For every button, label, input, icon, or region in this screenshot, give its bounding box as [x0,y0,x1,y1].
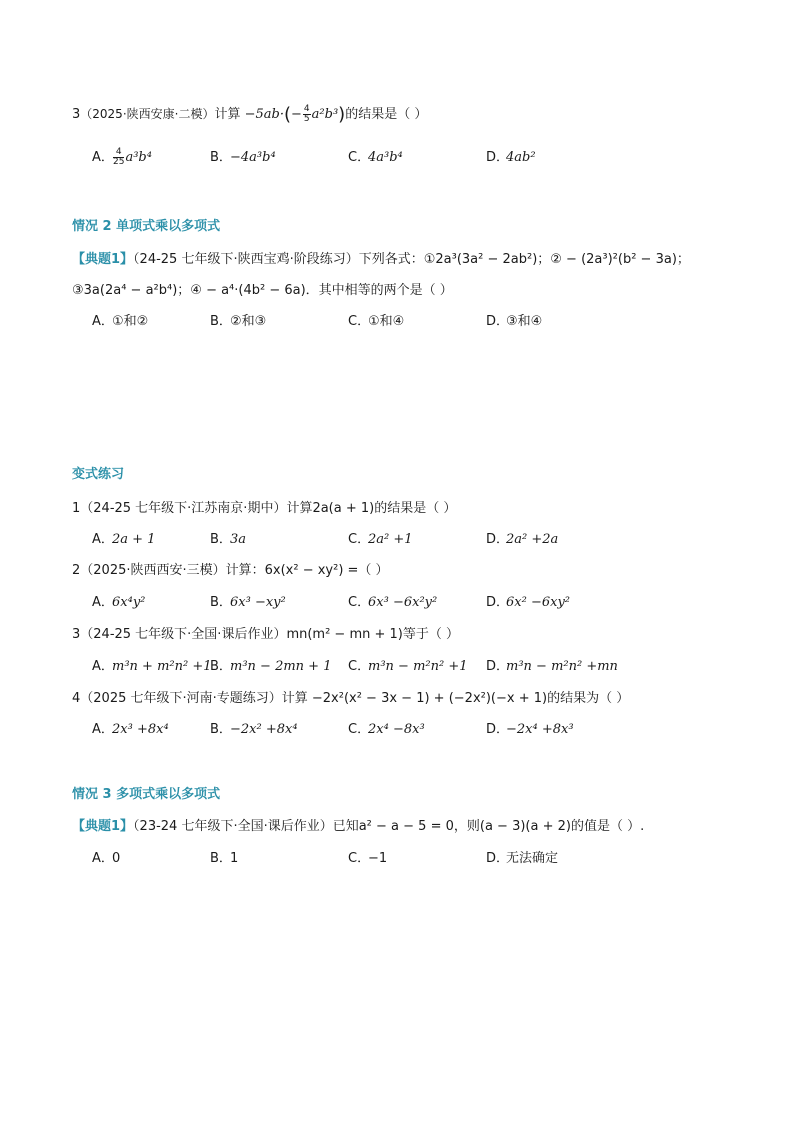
option-a[interactable]: A．0 [92,851,121,866]
option-a[interactable]: A．①和② [92,314,149,329]
expression-sign: − [291,107,302,122]
section-2-example-line-1 [72,250,690,270]
example-tag: 【典题1】 [72,252,134,267]
question-prefix: 计算 [214,107,241,122]
variant-question-4: 4（2025 七年级下·河南·专题练习）计算 −2x²(x² − 3x − 1) + (−2x²)(−x + 1)的结果为（ ） [72,691,630,706]
variant-practice-heading: 变式练习 [72,467,125,482]
option-d[interactable]: D．③和④ [486,314,543,329]
question-number: 3 [72,107,81,122]
variant-question-1: 1（24-25 七年级下·江苏南京·期中）计算2a(a + 1)的结果是（ ） [72,501,457,516]
option-c[interactable]: C．2x⁴ −8x³ [348,722,425,737]
fraction: $\frac{4}{5}$ [303,104,310,124]
section-2-heading: 情况 2 单项式乘以多项式 [72,219,221,234]
option-b[interactable]: B．−4a³b⁴ [210,150,276,165]
paren-close: ) [338,104,346,125]
section-2-example-line-2: ③3a(2a⁴ − a²b⁴)；④ − a⁴·(4b² − 6a)．其中相等的两个是（ ） [72,283,453,298]
option-c[interactable]: C．6x³ −6x²y² [348,595,438,610]
section-3-example-line-1 [72,817,644,837]
option-b[interactable]: B．1 [210,851,239,866]
example-text: （23-24 七年级下·全国·课后作业）已知a² − a − 5 = 0，则(a − 3)(a + 2)的值是（ ）. [133,819,645,834]
option-c[interactable]: C．①和④ [348,314,405,329]
option-a[interactable]: A．2a + 1 [92,532,156,547]
example-tag: 【典题1】 [72,819,134,834]
option-d[interactable]: D．无法确定 [486,851,559,866]
fraction: $\frac{4}{25}$ [113,147,125,167]
option-c[interactable]: C．−1 [348,851,388,866]
option-d[interactable]: D．2a² +2a [486,532,559,547]
option-c[interactable]: C．m³n − m²n² +1 [348,659,468,674]
example-text: （24-25 七年级下·陕西宝鸡·阶段练习）下列各式：①2a³(3a² − 2ab²)；② − (2a³)²(b² − 3a)； [133,252,690,267]
option-d[interactable]: D．m³n − m²n² +mn [486,659,618,674]
variant-question-3: 3（24-25 七年级下·全国·课后作业）mn(m² − mn + 1)等于（ ） [72,627,459,642]
option-a[interactable]: A． $\frac{4}{25}$ a³b⁴ [92,147,152,167]
option-b[interactable]: B．6x³ −xy² [210,595,286,610]
option-c[interactable]: C．2a² +1 [348,532,413,547]
option-b[interactable]: B．m³n − 2mn + 1 [210,659,332,674]
option-d[interactable]: D．6x² −6xy² [486,595,570,610]
option-b[interactable]: B．−2x² +8x⁴ [210,722,298,737]
option-b[interactable]: B．3a [210,532,247,547]
option-a[interactable]: A．m³n + m²n² +1 [92,659,212,674]
paren-open: ( [283,104,292,125]
option-c[interactable]: C．4a³b⁴ [348,150,403,165]
question-3 [72,104,427,125]
question-suffix: 的结果是（ ） [345,107,428,122]
question-source: （2025·陕西安康·二模） [80,107,215,121]
option-a[interactable]: A．2x³ +8x⁴ [92,722,169,737]
option-d[interactable]: D．−2x⁴ +8x³ [486,722,574,737]
option-b[interactable]: B．②和③ [210,314,267,329]
variant-question-2: 2（2025·陕西西安·三模）计算：6x(x² − xy²) =（ ） [72,563,389,578]
option-d[interactable]: D．4ab² [486,150,536,165]
section-3-heading: 情况 3 多项式乘以多项式 [72,787,221,802]
expression-part-a: −5ab· [244,107,284,122]
expression-part-b: a²b³ [311,107,339,122]
option-a[interactable]: A．6x⁴y² [92,595,146,610]
